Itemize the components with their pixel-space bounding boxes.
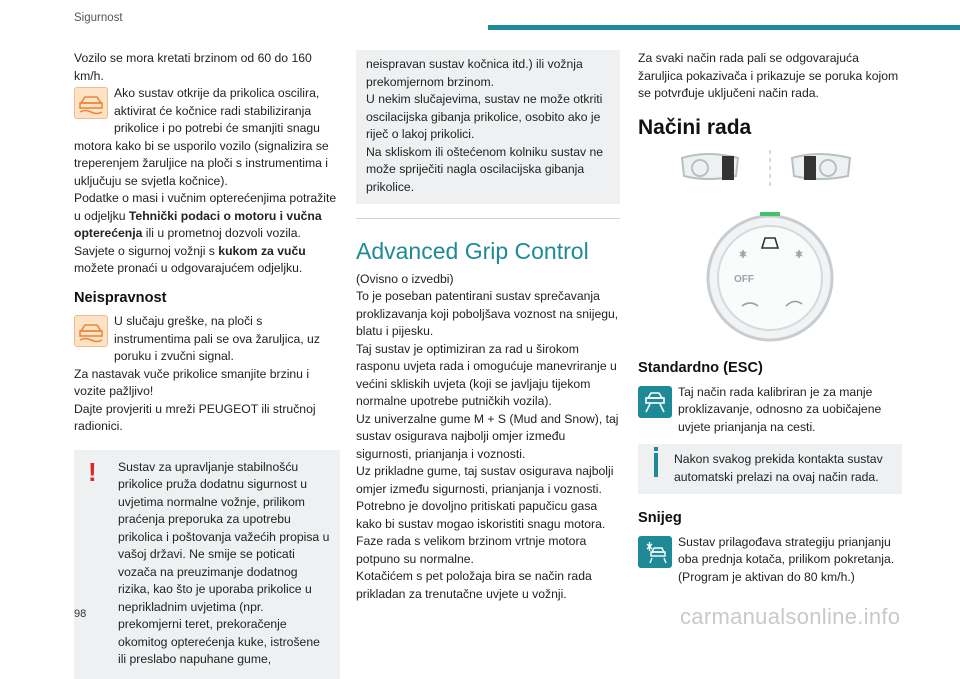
standard-mode-icon [638,386,672,418]
column-1 [74,50,340,679]
speed-paragraph: Vozilo se mora kretati brzinom od 60 do 160 km/h. [74,51,312,83]
snow-mode-paragraph: Sustav prilagođava strategiju prianjanju oba prednja kotača, prilikom pokretanja. (Program je aktivan do 80 km/h.) [638,534,902,587]
console-figure [638,146,902,202]
standard-mode-heading: Standardno (ESC) [638,360,763,376]
agc-body-text: (Ovisno o izvedbi) To je poseban patentirani sustav sprečavanja proklizavanja koji poboljšava voznost na snijegu, blatu i pijesku. Taj sustav je optimiziran za rad u širokom rasponu uvjeta rada i omogućuje manevriranje u većini skliskih uvjeta (koji se javljaju tijekom normalne upotrebe putničkih vozila). Uz univerzalne gume M + S (Mud and Snow), taj sustav osigurava najbolji omjer između sigurnosti, prianjanja i voznosti. Uz prikladne gume, taj sustav osigurava najbolji omjer između sigurnosti, prianjanja i voznosti. Potrebno je dovoljno pritiskati papučicu gasa kako bi sustav mogao iskoristiti snagu motora. Faze rada s velikom brzinom vrtnje motora potpuno su normalne. Kotačićem s pet položaja bira se način rada prikladan za trenutačne uvjete u vožnji. [356,271,619,601]
mode-selector-figure [638,208,902,348]
trailer-stability-warning-icon [74,315,108,347]
running-header: Sigurnost [74,12,123,24]
section-divider [356,218,620,219]
warning-box-continued [356,50,620,204]
info-text: Nakon svakog prekida kontakta sustav automatski prelazi na ovaj način rada. [674,452,883,484]
snow-mode-icon [638,536,672,568]
console-illustration [638,146,902,202]
malfunction-paragraph: U slučaju greške, na ploči s instrumentima pali se ova žaruljica, uz poruku i zvučni signal. [74,313,340,366]
trailer-stability-warning-icon [74,87,108,119]
modes-intro: Za svaki način rada pali se odgovarajuća žaruljica pokazivača i prikazuje se poruka kojom se potvrđuje uključeni način rada. [638,51,899,100]
mode-selector-dial [638,208,902,348]
column-3 [638,50,902,586]
page-number: 98 [74,608,87,620]
exclamation-icon: ! [88,456,97,487]
weights-paragraph: Podatke o masi i vučnim opterećenjima potražite u odjeljku Tehnički podaci o motoru i vučna opterećenja ili u prometnoj dozvoli vozila. [74,191,337,240]
reduce-speed-paragraph: Za nastavak vuče prikolice smanjite brzinu i vozite pažljivo! [74,366,310,398]
snow-mode-heading: Snijeg [638,510,682,526]
standard-mode-paragraph: Taj način rada kalibriran je za manje proklizavanje, odnosno za uobičajene uvjete prianjanja na cesti. [638,384,902,437]
watermark: carmanualsonline.info [680,604,901,629]
warning-continued-text: neispravan sustav kočnica itd.) ili vožnja prekomjernom brzinom. U nekim slučajevima, sustav ne može otkriti oscilacijska gibanja prikolice, osobito ako je riječ o lakoj prikolici. Na skliskom ili oštećenom kolniku sustav ne može spriječiti nagla oscilacijska gibanja prikolice. [366,57,604,194]
warning-text: Sustav za upravljanje stabilnošću prikolice pruža dodatnu sigurnost u uvjetima normalne vožnje, prilikom praćenja preporuka za upotrebu prikolica i poštovanja važećih propisa u vašoj državi. Ne smije se poticati vozača na preuzimanje dodatnog rizika, kao što je uporaba prikolice u neprikladnim uvjetima (npr. prekomjerni teret, prekoračenje okomitog opterećenja kuke, istrošene ili preslabo napuhane gume, [118,459,330,666]
warning-box [74,450,340,679]
info-box [638,444,902,494]
info-icon [654,453,658,477]
dial-off-label: OFF [734,274,754,285]
towbar-advice-paragraph: Savjete o sigurnoj vožnji s kukom za vuču možete pronaći u odgovarajućem odjeljku. [74,243,306,275]
header-accent-bar [488,25,960,30]
column-2 [356,50,620,603]
malfunction-heading: Neispravnost [74,289,167,306]
section-title-advanced-grip-control: Advanced Grip Control [356,238,589,264]
check-network-paragraph: Dajte provjeriti u mreži PEUGEOT ili stručnoj radionici. [74,401,316,433]
modes-heading: Načini rada [638,115,752,139]
trailer-oscillation-paragraph: Ako sustav otkrije da prikolica oscilira, aktivirat će kočnice radi stabiliziranja prikolice i po potrebi će smanjiti snagu motora kako bi se usporilo vozilo (signalizira se treperenjem žaruljice na ploči s instrumentima i uključuju se svjetla kočnice). [74,86,329,188]
